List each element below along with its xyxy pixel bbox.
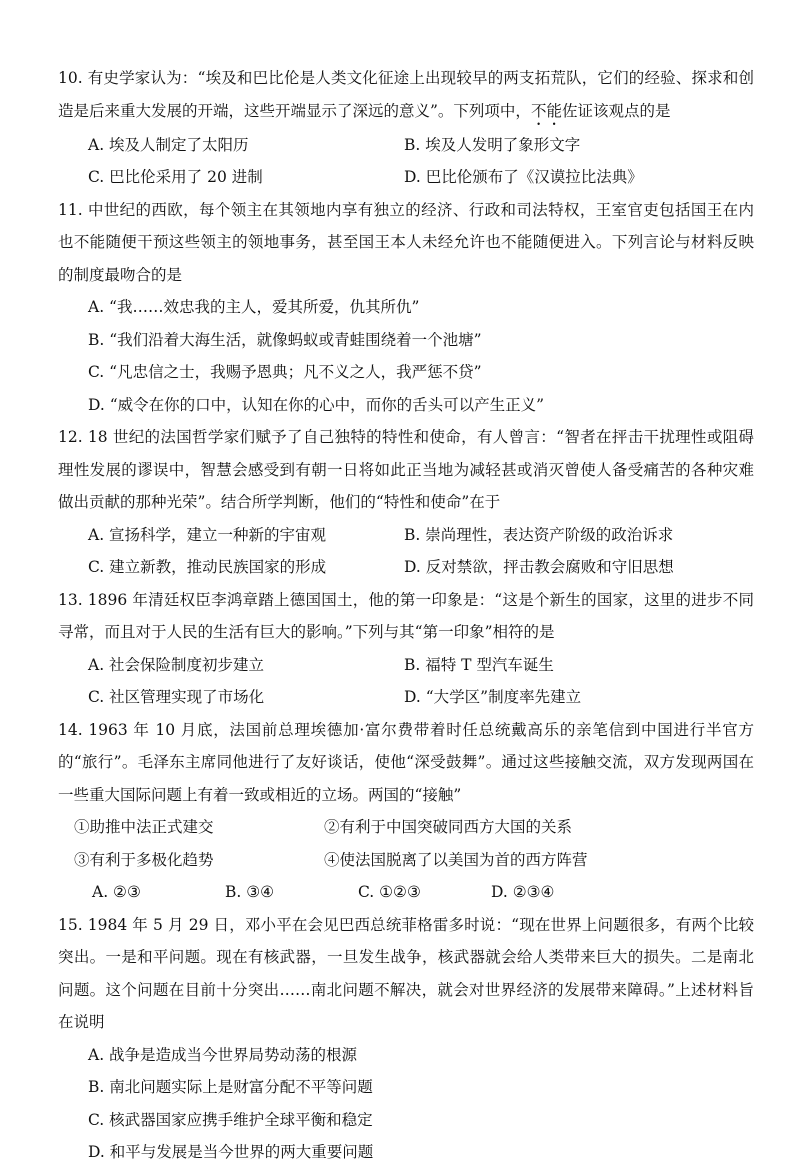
option-b: B. ③④ bbox=[225, 883, 275, 901]
question-10-stem-end: 佐证该观点的是 bbox=[561, 101, 671, 120]
question-13-stem: 13. 1896 年清廷权臣李鸿章踏上德国国土，他的第一印象是：“这是个新生的国家，这里的进步不同寻常，而且对于人民的生活有巨大的影响。”下列与其“第一印象”相符的是 bbox=[58, 590, 754, 641]
option-d: D. 巴比伦颁布了《汉谟拉比法典》 bbox=[404, 168, 643, 186]
question-15-stem: 15. 1984 年 5 月 29 日，邓小平在会见巴西总统菲格雷多时说：“现在世界上问题很多，有两个比较突出。一是和平问题。现在有核武器，一旦发生战争，核武器就会给人类带来巨大的损失。二是南北问题。这个问题在目前十分突出……南北问题不解决，就会对世界经济的发展带来障碍。”上述材料旨在说明 bbox=[58, 915, 754, 1031]
question-14-statements bbox=[58, 811, 754, 876]
question-14-options bbox=[58, 876, 754, 909]
question-14 bbox=[58, 714, 754, 909]
question-10 bbox=[58, 62, 754, 194]
option-c: C. 社区管理实现了市场化 bbox=[88, 688, 265, 706]
option-d: D. 和平与发展是当今世界的两大重要问题 bbox=[88, 1143, 374, 1161]
option-c: C. ①②③ bbox=[358, 883, 421, 901]
question-10-options bbox=[58, 129, 754, 194]
statement-2: ②有利于中国突破同西方大国的关系 bbox=[324, 818, 573, 836]
option-b: B. 埃及人发明了象形文字 bbox=[404, 135, 581, 154]
option-d: D. “威令在你的口中，认知在你的心中，而你的舌头可以产生正义” bbox=[88, 395, 545, 414]
question-11 bbox=[58, 194, 754, 422]
option-c: C. 巴比伦采用了 20 进制 bbox=[88, 168, 263, 186]
option-b: B. 南北问题实际上是财富分配不平等问题 bbox=[88, 1078, 373, 1096]
question-13 bbox=[58, 584, 754, 714]
question-12-stem: 12. 18 世纪的法国哲学家们赋予了自己独特的特性和使命，有人曾言：“智者在抨击干扰理性或阻碍理性发展的谬误中，智慧会感受到有朝一日将如此正当地为减轻甚或消灭曾使人备受痛苦的各种灾难做出贡献的那种光荣”。结合所学判断，他们的“特性和使命”在于 bbox=[58, 428, 754, 511]
statement-3: ③有利于多极化趋势 bbox=[74, 850, 214, 869]
option-c: C. “凡忠信之士，我赐予恩典；凡不义之人，我严惩不贷” bbox=[88, 363, 482, 381]
question-10-emphasis: 不能 bbox=[530, 101, 562, 120]
statement-4: ④使法国脱离了以美国为首的西方阵营 bbox=[324, 850, 588, 869]
option-d: D. 反对禁欲，抨击教会腐败和守旧思想 bbox=[404, 558, 674, 576]
question-10-stem-text: 10. 有史学家认为：“埃及和巴比伦是人类文化征途上出现较早的两支拓荒队，它们的经验、探求和创造是后来重大发展的开端，这些开端显示了深远的意义”。下列项中， bbox=[58, 69, 754, 120]
option-a: A. 战争是造成当今世界局势动荡的根源 bbox=[88, 1045, 358, 1064]
question-12 bbox=[58, 421, 754, 584]
statement-1: ①助推中法正式建交 bbox=[74, 818, 214, 836]
question-12-options bbox=[58, 519, 754, 584]
question-15 bbox=[58, 909, 754, 1169]
option-b: B. “我们沿着大海生活，就像蚂蚁或青蛙围绕着一个池塘” bbox=[88, 330, 482, 349]
option-b: B. 福特 T 型汽车诞生 bbox=[404, 655, 554, 674]
option-a: A. 宣扬科学，建立一种新的宇宙观 bbox=[88, 525, 327, 544]
question-14-stem: 14. 1963 年 10 月底，法国前总理埃德加·富尔费带着时任总统戴高乐的亲笔信到中国进行半官方的“旅行”。毛泽东主席同他进行了友好谈话，使他“深受鼓舞”。通过这些接触交流，双方发现两国在一些重大国际问题上有着一致或相近的立场。两国的“接触” bbox=[58, 720, 754, 804]
question-10-stem bbox=[58, 62, 754, 129]
option-c: C. 建立新教，推动民族国家的形成 bbox=[88, 558, 327, 576]
question-11-stem: 11. 中世纪的西欧，每个领主在其领地内享有独立的经济、行政和司法特权，王室官吏包括国王在内也不能随便干预这些领主的领地事务，甚至国王本人未经允许也不能随便进入。下列言论与材料反映的制度最吻合的是 bbox=[58, 200, 754, 284]
option-d: D. “大学区”制度率先建立 bbox=[404, 688, 582, 706]
option-c: C. 核武器国家应携手维护全球平衡和稳定 bbox=[88, 1110, 373, 1129]
option-a: A. 埃及人制定了太阳历 bbox=[88, 135, 249, 154]
option-a: A. ②③ bbox=[92, 883, 141, 901]
option-b: B. 崇尚理性，表达资产阶级的政治诉求 bbox=[404, 525, 674, 544]
option-a: A. “我……效忠我的主人，爱其所爱，仇其所仇” bbox=[88, 298, 420, 316]
option-d: D. ②③④ bbox=[491, 883, 555, 901]
option-a: A. 社会保险制度初步建立 bbox=[88, 655, 265, 674]
question-13-options bbox=[58, 649, 754, 714]
